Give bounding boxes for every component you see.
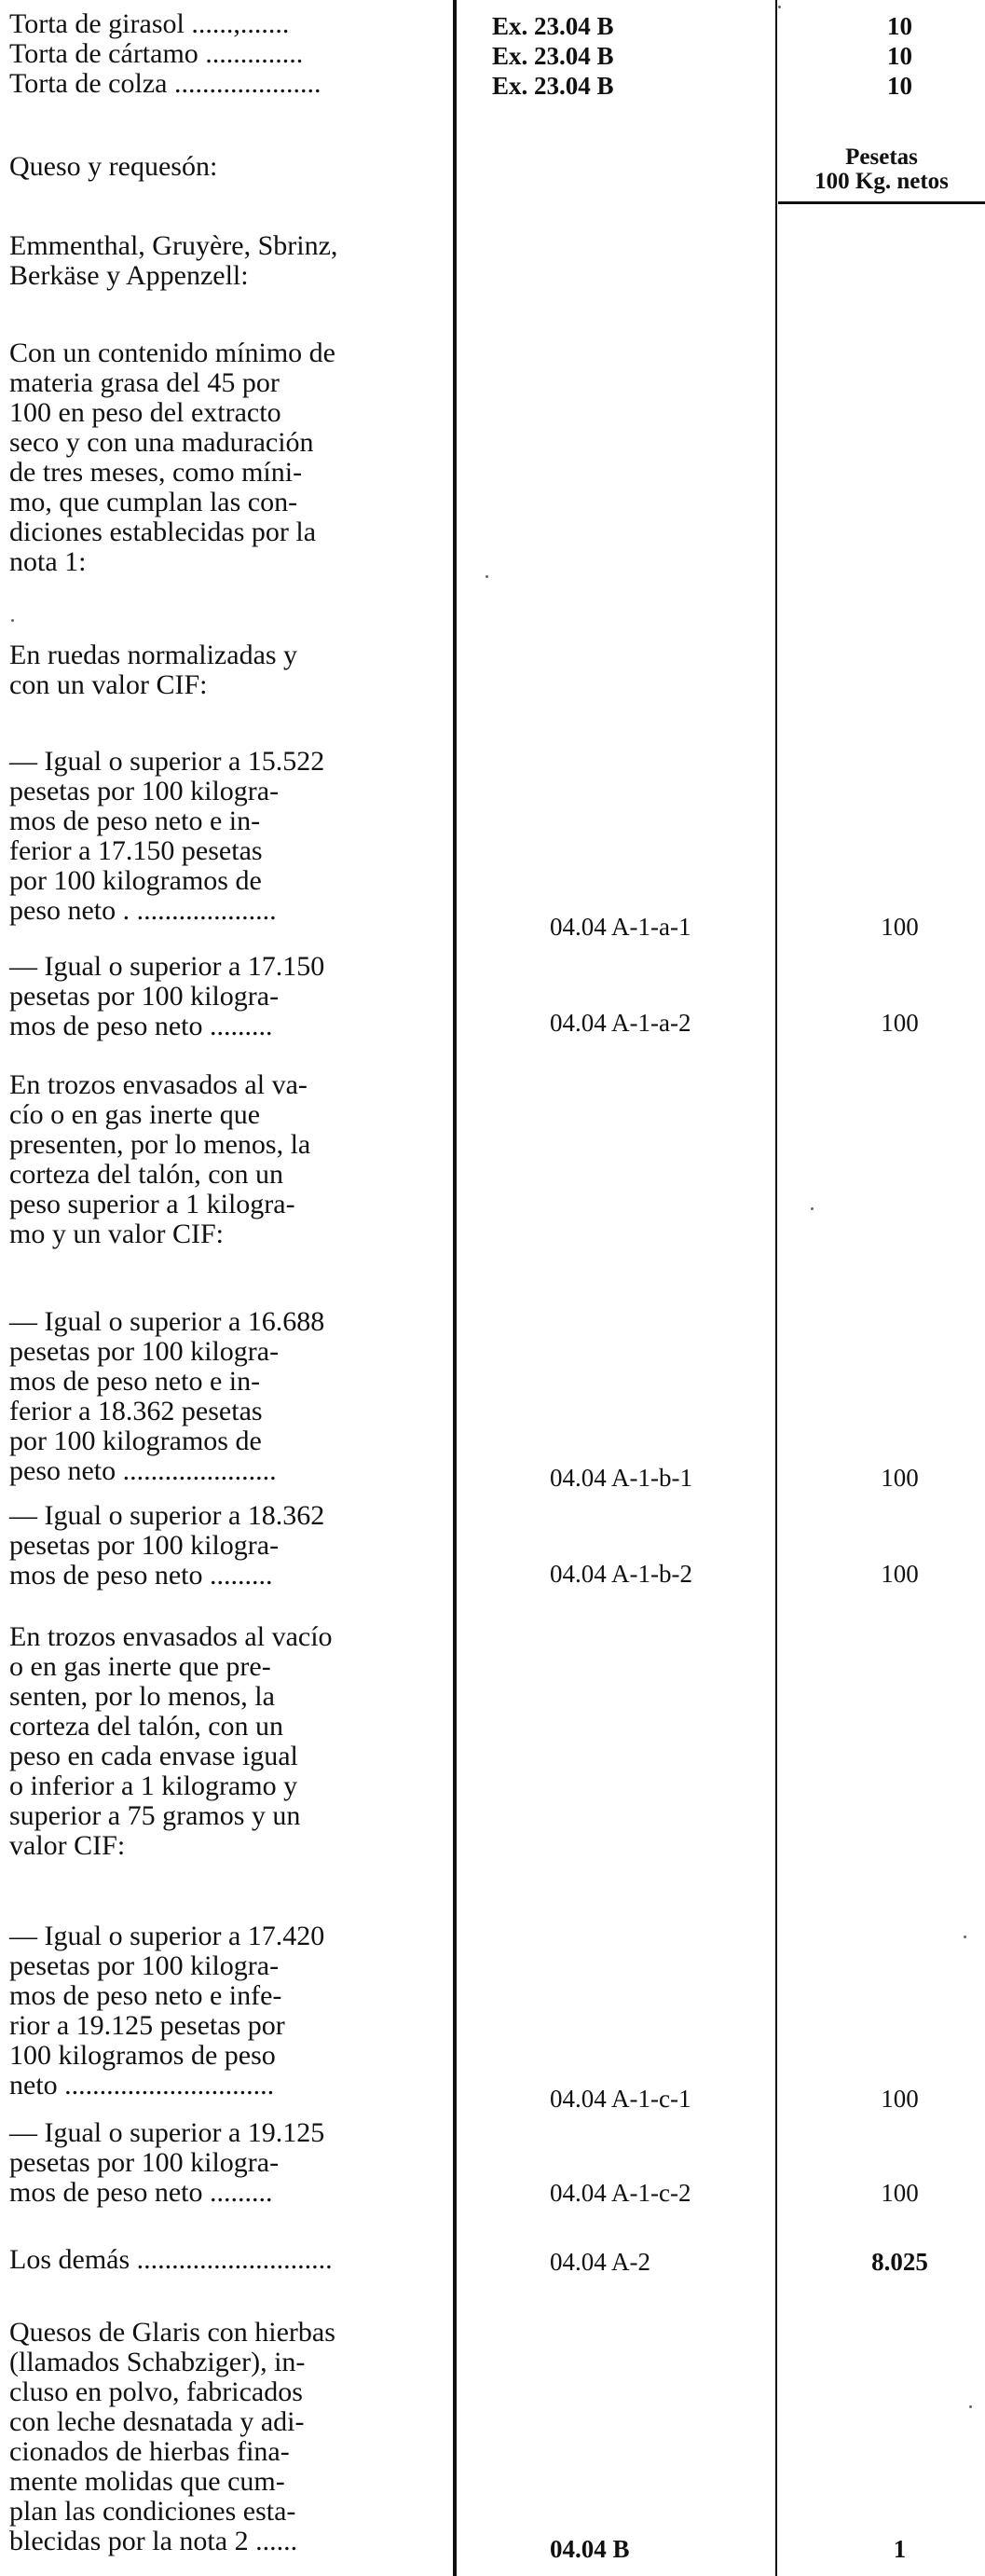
row-description: Los demás ............................ bbox=[9, 2244, 333, 2275]
row-tariff-code: 04.04 A-1-b-1 bbox=[550, 1464, 692, 1492]
scan-speck bbox=[964, 1935, 966, 1938]
row-description: Torta de colza ..................... bbox=[9, 68, 321, 99]
column-divider-left bbox=[453, 0, 457, 2576]
row-description: Queso y requesón: bbox=[9, 151, 218, 182]
row-tariff-code: 04.04 A-1-c-1 bbox=[550, 2085, 691, 2113]
scan-speck bbox=[811, 1207, 814, 1210]
scan-speck bbox=[778, 6, 781, 8]
row-description: — Igual o superior a 17.420 pesetas por 100 kilogra- mos de peso neto e infe- rior a 19.125 pesetas por 100 kilogramos de peso neto .............................. bbox=[9, 1921, 325, 2101]
scan-speck bbox=[11, 619, 14, 622]
row-duty: 100 bbox=[881, 1560, 919, 1588]
row-description: — Igual o superior a 15.522 pesetas por 100 kilogra- mos de peso neto e in- ferior a 17.150 pesetas por 100 kilogramos de peso neto . .................... bbox=[9, 746, 325, 926]
row-duty: 100 bbox=[881, 1009, 919, 1037]
scan-speck bbox=[969, 2405, 972, 2408]
row-tariff-code: Ex. 23.04 B bbox=[492, 72, 614, 100]
row-description: — Igual o superior a 16.688 pesetas por 100 kilogra- mos de peso neto e in- ferior a 18.362 pesetas por 100 kilogramos de peso neto ...................... bbox=[9, 1306, 325, 1486]
unit-header bbox=[778, 145, 985, 194]
row-duty: 10 bbox=[887, 72, 912, 100]
row-tariff-code: 04.04 A-1-c-2 bbox=[550, 2179, 691, 2207]
row-tariff-code: 04.04 A-1-b-2 bbox=[550, 1560, 692, 1588]
row-description: — Igual o superior a 17.150 pesetas por 100 kilogra- mos de peso neto ......... bbox=[9, 951, 325, 1041]
row-tariff-code: 04.04 A-1-a-1 bbox=[550, 913, 691, 941]
row-description: Quesos de Glaris con hierbas (llamados Schabziger), in- cluso en polvo, fabricados con leche desnatada y adi- cionados de hierbas fina- mente molidas que cum- plan las condiciones esta- blecidas por la nota 2 ...... bbox=[9, 2317, 335, 2556]
row-description: Torta de cártamo .............. bbox=[9, 38, 304, 69]
row-duty: 8.025 bbox=[871, 2248, 928, 2276]
row-duty: 100 bbox=[881, 913, 919, 941]
row-tariff-code: Ex. 23.04 B bbox=[492, 42, 614, 70]
row-duty: 10 bbox=[887, 12, 912, 40]
row-duty: 100 bbox=[881, 2085, 919, 2113]
row-description: — Igual o superior a 18.362 pesetas por 100 kilogra- mos de peso neto ......... bbox=[9, 1500, 325, 1591]
scan-speck bbox=[486, 575, 488, 578]
row-duty: 100 bbox=[881, 2179, 919, 2207]
row-duty: 1 bbox=[893, 2535, 907, 2563]
row-description: En trozos envasados al va- cío o en gas inerte que presenten, por lo menos, la corteza del talón, con un peso superior a 1 kilogra- mo y un valor CIF: bbox=[9, 1069, 311, 1249]
row-tariff-code: 04.04 B bbox=[550, 2535, 630, 2563]
row-description: En trozos envasados al vacío o en gas inerte que pre- senten, por lo menos, la corteza del talón, con un peso en cada envase igual o inferior a 1 kilogramo y superior a 75 gramos y un valor CIF: bbox=[9, 1621, 333, 1861]
unit-header-line1: Pesetas bbox=[845, 145, 918, 170]
row-description: — Igual o superior a 19.125 pesetas por 100 kilogra- mos de peso neto ......... bbox=[9, 2117, 325, 2208]
column-divider-middle bbox=[775, 0, 777, 2576]
row-tariff-code: Ex. 23.04 B bbox=[492, 12, 614, 40]
row-duty: 100 bbox=[881, 1464, 919, 1492]
row-description: Torta de girasol ......,....... bbox=[9, 8, 290, 39]
row-description: Con un contenido mínimo de materia grasa del 45 por 100 en peso del extracto seco y con una maduración de tres meses, como míni- mo, que cumplan las con- diciones establecidas por la nota 1: bbox=[9, 337, 335, 577]
row-tariff-code: 04.04 A-1-a-2 bbox=[550, 1009, 691, 1037]
row-duty: 10 bbox=[887, 42, 912, 70]
row-tariff-code: 04.04 A-2 bbox=[550, 2248, 650, 2276]
header-underline bbox=[778, 201, 985, 204]
unit-header-line2: 100 Kg. netos bbox=[814, 169, 949, 194]
row-description: Emmenthal, Gruyère, Sbrinz, Berkäse y Appenzell: bbox=[9, 230, 338, 291]
row-description: En ruedas normalizadas y con un valor CIF: bbox=[9, 640, 298, 700]
